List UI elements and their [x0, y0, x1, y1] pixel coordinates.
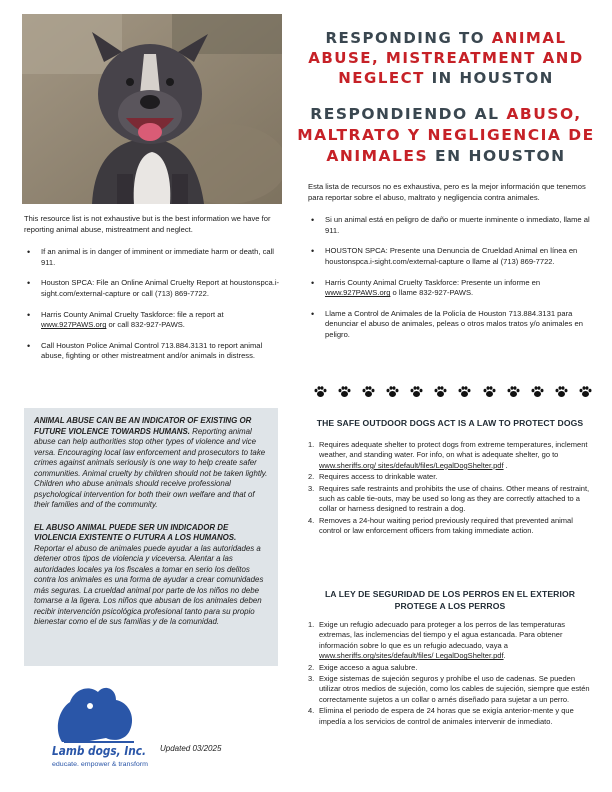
- paw-print-icon: [579, 386, 592, 398]
- law-requirement: [306, 620, 592, 662]
- law-requirement: [306, 484, 592, 515]
- resource-bullet: [308, 278, 594, 299]
- resource-bullet: [24, 247, 286, 268]
- updated-date: Updated 03/2025: [160, 744, 222, 753]
- paw-print-icon: [531, 386, 544, 398]
- item-link[interactable]: www.sheriffs.org/sites/default/files/ LegalDogShelter.pdf: [319, 651, 504, 661]
- item-link[interactable]: www.sheriffs.org/ sites/default/files/LegalDogShelter.pdf: [319, 460, 504, 470]
- item-text: Requires access to drinkable water.: [319, 472, 438, 482]
- law-requirements-english: [306, 440, 592, 538]
- law-title-english: THE SAFE OUTDOOR DOGS ACT IS A LAW TO PROTECT DOGS: [316, 418, 584, 428]
- item-text: Exige acceso a agua salubre.: [319, 662, 418, 672]
- violence-indicator-callout: [24, 408, 278, 666]
- paw-print-divider: [314, 386, 592, 398]
- title-es-suffix: EN HOUSTON: [428, 147, 566, 165]
- law-requirement: [306, 674, 592, 705]
- paw-print-icon: [458, 386, 471, 398]
- law-requirement: [306, 706, 592, 727]
- title-es-prefix: RESPONDIENDO AL: [310, 105, 507, 123]
- paw-print-icon: [555, 386, 568, 398]
- english-resources: [24, 214, 286, 372]
- item-text-after: or call 832-927-PAWS.: [106, 320, 185, 330]
- item-text: Harris County Animal Cruelty Taskforce: file a report at: [41, 309, 224, 319]
- item-text: Houston SPCA: File an Online Animal Cruelty Report at houstonspca.i-sight.com/external-capture or call (713) 869-7722.: [41, 278, 280, 298]
- title-block: [296, 28, 596, 167]
- item-text: Llame a Control de Animales de la Policía de Houston 713.884.3131 para denunciar el abuso de animales, peleas o otros malos tratos y/o animales en peligro.: [325, 308, 583, 339]
- resource-bullet: [308, 215, 594, 236]
- paw-print-icon: [434, 386, 447, 398]
- item-text: Exige sistemas de sujeción seguros y prohíbe el uso de cadenas. Se pueden utilizar otros medios de sujeción, como los cables de sujeción, siempre que estén correctamente sujetos a un collar o arnés diseñado para sujetar a un perro.: [319, 674, 590, 704]
- spanish-intro: Esta lista de recursos no es exhaustiva, pero es la mejor información que tenemos para reportar sobre el abuso, maltrato y negligencia contra animales.: [308, 182, 586, 202]
- paw-print-icon: [338, 386, 351, 398]
- item-text: HOUSTON SPCA: Presente una Denuncia de Crueldad Animal en línea en houstonspca.i-sight.com/external-capture o llame al (713) 869-7722.: [325, 246, 578, 266]
- item-text: Requires adequate shelter to protect dogs from extreme temperatures, inclement weather, and standing water. For info, on what is adequate shelter, go to: [319, 440, 588, 460]
- title-en-suffix: IN HOUSTON: [424, 69, 554, 87]
- resource-bullet: [24, 278, 286, 299]
- resource-bullet: [24, 310, 286, 331]
- item-link[interactable]: www.927PAWS.org: [41, 320, 107, 330]
- callout-en-lead: ANIMAL ABUSE CAN BE AN INDICATOR OF EXISTING OR FUTURE VIOLENCE TOWARDS HUMANS.: [34, 416, 252, 436]
- logo-tagline: educate. empower & transform: [52, 762, 148, 768]
- item-text: Elimina el periodo de espera de 24 horas que se exigía anterior-mente y que impedía a los servicios de control de animales intervenir de inmediato.: [319, 706, 574, 726]
- item-text: Removes a 24-hour waiting period previously required that prevented animal control or law enforcement officers from taking immediate action.: [319, 515, 573, 536]
- item-link[interactable]: www.927PAWS.org: [325, 288, 391, 298]
- item-text: Requires safe restraints and prohibits the use of chains. Other means of restraint, such as cable tie-outs, may be used so long as they are correctly attached to a collar or harness designed to restrain a dog.: [319, 483, 590, 514]
- law-requirement: [306, 516, 592, 537]
- law-requirement: [306, 440, 592, 471]
- resource-bullet: [308, 309, 594, 341]
- paw-print-icon: [362, 386, 375, 398]
- law-requirements-spanish: [306, 620, 592, 728]
- callout-es-lead: EL ABUSO ANIMAL PUEDE SER UN INDICADOR DE VIOLENCIA EXISTENTE O FUTURA A LOS HUMANOS.: [34, 522, 237, 542]
- callout-es-body: Reportar el abuso de animales puede ayudar a las autoridades a detener otros tipos de violencia y viceversa. Alentar a las autoridades locales ya los fiscales a tomar en serio los delitos contra los animales es una forma de ayudar a crear comunidades más seguras. La crueldad animal por parte de los niños no debe tomarse a la ligera. Los niños que abusan de los animales deben recibir intervención psicológica profesional tanto para su propio bienestar como el de sus familias y de la comunidad.: [34, 543, 264, 626]
- paw-print-icon: [483, 386, 496, 398]
- callout-spanish: [34, 523, 268, 628]
- title-spanish: [296, 104, 596, 167]
- dog-photo: [22, 14, 282, 204]
- resource-bullet: [308, 246, 594, 267]
- item-text: Si un animal está en peligro de daño or muerte inminente o inmediato, llame al 911.: [325, 215, 590, 235]
- item-text: Harris County Animal Cruelty Taskforce: Presente un informe en: [325, 277, 541, 287]
- english-resource-list: [24, 247, 286, 362]
- paw-print-icon: [386, 386, 399, 398]
- callout-en-body: Reporting animal abuse can help authorities stop other types of violence and vice versa. Encouraging local law enforcement and prosecutors to take crimes against animals seriously is one way to help create safer communities. Animal cruelty by children should not be taken lightly. Children who abuse animals should receive professional psychological intervention for both their own welfare and that of their families and of the community.: [34, 426, 268, 509]
- item-text-after: o llame 832-927-PAWS.: [390, 288, 474, 298]
- paw-print-icon: [507, 386, 520, 398]
- title-es-highlight: ABUSO, MALTRATO Y NEGLIGENCIA DE ANIMALES: [297, 105, 595, 165]
- item-text: Call Houston Police Animal Control 713.884.3131 to report animal abuse, fighting or other mistreatment and/or animals in distress.: [41, 340, 263, 361]
- lamb-dogs-logo: [44, 680, 154, 770]
- paw-print-icon: [410, 386, 423, 398]
- english-intro: This resource list is not exhaustive but is the best information we have for reporting animal abuse, mistreatment and neglect.: [24, 214, 271, 234]
- item-text: If an animal is in danger of imminent or immediate harm or death, call 911.: [41, 247, 274, 267]
- spanish-resources: [308, 182, 594, 351]
- item-text: Exige un refugio adecuado para proteger a los perros de las temperaturas extremas, las inclemencias del tiempo y el agua estancada. Para obtener información sobre lo que es un refugio adecuado, vaya a: [319, 620, 565, 650]
- resource-bullet: [24, 341, 286, 362]
- law-title-spanish: LA LEY DE SEGURIDAD DE LOS PERROS EN EL EXTERIOR PROTEGE A LOS PERROS: [324, 589, 576, 611]
- item-text-after: .: [503, 460, 508, 470]
- paw-print-icon: [314, 386, 327, 398]
- law-requirement: [306, 472, 592, 482]
- title-english: [296, 28, 596, 88]
- law-requirement: [306, 663, 592, 673]
- logo-wordmark: Lamb dogs, Inc.: [52, 744, 146, 758]
- item-text-after: .: [503, 651, 506, 661]
- title-en-prefix: RESPONDING TO: [325, 29, 492, 47]
- spanish-resource-list: [308, 215, 594, 340]
- callout-english: [34, 416, 268, 511]
- title-en-highlight: ANIMAL ABUSE, MISTREATMENT AND NEGLECT: [308, 29, 584, 87]
